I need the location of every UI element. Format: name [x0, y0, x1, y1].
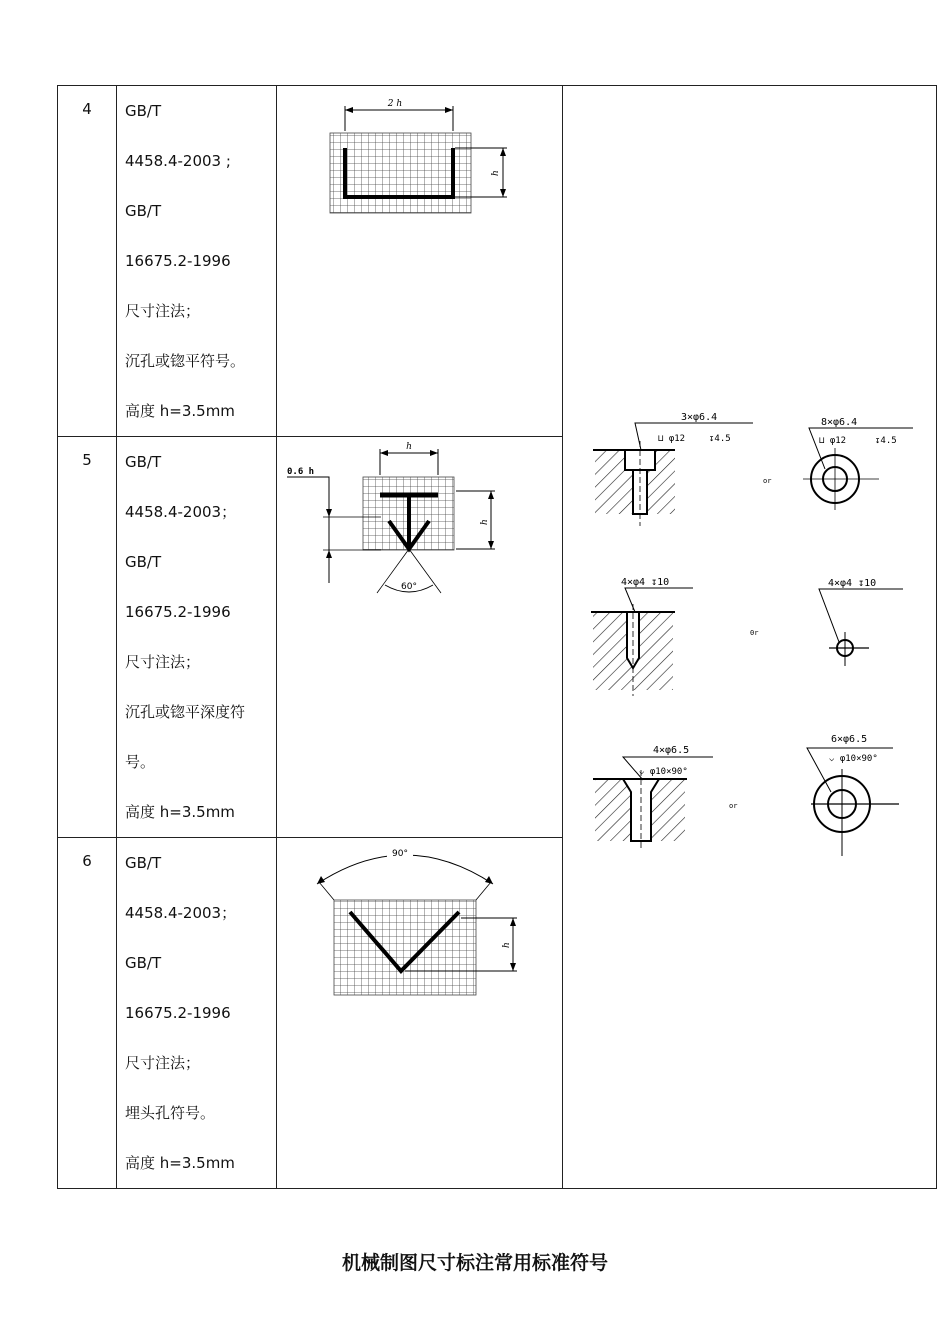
svg-text:↧4.5: ↧4.5 — [875, 436, 897, 446]
svg-text:⊔ φ12: ⊔ φ12 — [658, 434, 686, 444]
svg-text:2 h: 2 h — [387, 99, 403, 109]
countersink-symbol-figure — [277, 838, 563, 1189]
standard-text: GB/T 4458.4-2003； GB/T 16675.2-1996 尺寸注法； 沉孔或锪平深度符 号。 高度 h=3.5mm — [117, 437, 277, 838]
svg-text:6×φ6.5: 6×φ6.5 — [831, 734, 868, 745]
standard-text: GB/T 4458.4-2003； GB/T 16675.2-1996 尺寸注法； 埋头孔符号。 高度 h=3.5mm — [117, 838, 277, 1189]
svg-text:↧4.5: ↧4.5 — [709, 434, 731, 444]
svg-text:4×φ4 ↧10: 4×φ4 ↧10 — [621, 577, 670, 588]
svg-text:h: h — [502, 942, 512, 948]
counterbore-symbol-figure — [277, 86, 563, 437]
depth-example-section — [591, 577, 903, 696]
row-number: 5 — [58, 437, 117, 838]
row-number: 4 — [58, 86, 117, 437]
svg-text:h: h — [491, 170, 501, 176]
countersink-example-section — [593, 734, 899, 856]
svg-text:⊔ φ12: ⊔ φ12 — [819, 436, 847, 446]
counterbore-example-section — [593, 412, 913, 526]
standard-text: GB/T 4458.4-2003 ; GB/T 16675.2-1996 尺寸注法； 沉孔或锪平符号。 高度 h=3.5mm — [117, 86, 277, 437]
svg-text:0r: 0r — [750, 629, 759, 637]
svg-text:or: or — [763, 477, 772, 485]
svg-text:⌵ φ10×90°: ⌵ φ10×90° — [829, 754, 878, 764]
svg-text:90°: 90° — [392, 849, 408, 859]
row-number: 6 — [58, 838, 117, 1189]
svg-text:⌵ φ10×90°: ⌵ φ10×90° — [639, 767, 688, 777]
svg-text:4×φ6.5: 4×φ6.5 — [653, 745, 690, 756]
svg-text:or: or — [729, 802, 738, 810]
page-title: 机械制图尺寸标注常用标准符号 — [341, 1252, 608, 1274]
svg-text:h: h — [480, 519, 490, 525]
svg-text:0.6 h: 0.6 h — [287, 467, 315, 477]
svg-text:60°: 60° — [401, 582, 417, 592]
svg-text:3×φ6.4: 3×φ6.4 — [681, 412, 718, 423]
svg-text:4×φ4 ↧10: 4×φ4 ↧10 — [828, 578, 877, 589]
svg-text:8×φ6.4: 8×φ6.4 — [821, 417, 858, 428]
examples-panel — [563, 86, 937, 1189]
table-row — [58, 86, 937, 437]
symbols-table — [57, 85, 937, 1189]
depth-symbol-figure — [277, 437, 563, 838]
svg-text:h: h — [406, 442, 412, 452]
